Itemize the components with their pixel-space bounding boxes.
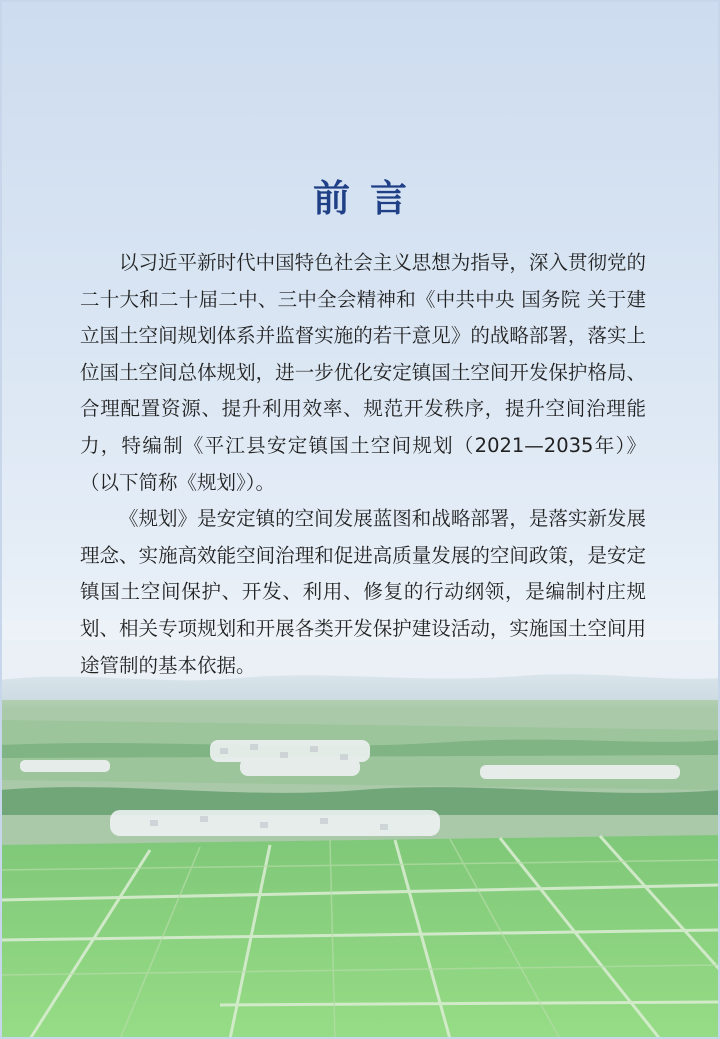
paragraph-2: 《规划》是安定镇的空间发展蓝图和战略部署，是落实新发展理念、实施高效能空间治理和促进高质量发展的空间政策，是安定镇国土空间保护、开发、利用、修复的行动纲领，是编制村庄规划、相关专项规划和开展各类开发保护建设活动，实施国土空间用途管制的基本依据。 xyxy=(80,507,646,677)
page-title: 前言 xyxy=(313,176,427,220)
preface-body xyxy=(80,245,646,684)
paragraph-1: 以习近平新时代中国特色社会主义思想为指导，深入贯彻党的二十大和二十届二中、三中全会精神和《中共中央 国务院 关于建立国土空间规划体系并监督实施的若干意见》的战略部署，落实上位国土空间总体规划，进一步优化安定镇国土空间开发保护格局、合理配置资源、提升利用效率、规范开发秩序，提升空间治理能力，特编制《平江县安定镇国土空间规划（2021—2035年）》（以下简称《规划》）。 xyxy=(80,251,646,494)
aerial-farmland-village-photo xyxy=(0,640,720,1039)
